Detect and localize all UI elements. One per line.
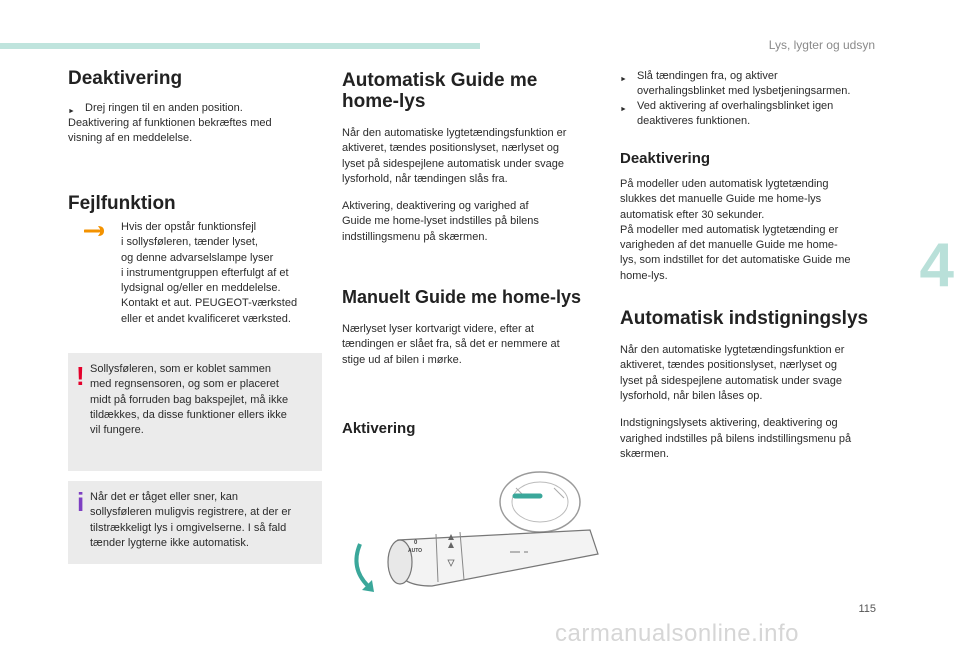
warning-line: tildækkes, da disse funktioner ellers ikke: [90, 408, 287, 421]
top-accent-bar: [0, 43, 480, 49]
aktivering-heading: Aktivering: [342, 419, 416, 437]
info-box: [68, 481, 322, 564]
section-header-title: Lys, lygter og udsyn: [768, 38, 875, 52]
info-mark: i: [77, 487, 85, 517]
right-bullet-1: [620, 69, 880, 99]
right-bullet-2: [620, 99, 880, 129]
auto-guide-heading-1: Automatisk Guide me: [342, 70, 538, 91]
indst-para1-line: lysforhold, når bilen låses op.: [620, 389, 763, 402]
deak-line: automatisk efter 30 sekunder.: [620, 208, 765, 221]
fejl-line: og denne advarselslampe lyser: [121, 251, 274, 264]
left-column: [68, 68, 328, 214]
right-column: [620, 69, 880, 462]
deak-line: home-lys.: [620, 269, 668, 282]
info-line: Når det er tåget eller sner, kan: [90, 491, 238, 503]
auto-para1-line: lyset på sidespejlene automatisk under svage: [342, 157, 564, 170]
deak-line: lys, som indstillet for det automatiske Guide me: [620, 254, 851, 267]
auto-para2-line: Guide me home-lyset indstilles på bilens: [342, 215, 539, 228]
manuel-heading: Manuelt Guide me home-lys: [342, 287, 582, 308]
fejl-line: eller et andet kvalificeret værksted.: [121, 312, 291, 325]
right-bullet-1-line-1: Slå tændingen fra, og aktiver: [637, 70, 778, 82]
warning-line: midt på forruden bag bakspejlet, må ikke: [90, 393, 289, 406]
info-line: tilstrækkeligt lys i omgivelserne. I så fald: [90, 521, 287, 534]
right-bullet-1-line-2: overhalingsblinket med lysbetjeningsarmen.: [637, 85, 851, 97]
manuel-line: tændingen er slået fra, så det er nemmere at: [342, 338, 560, 351]
stalk-auto-label: AUTO: [408, 548, 423, 554]
auto-para2-line: Aktivering, deaktivering og varighed af: [342, 200, 529, 213]
right-deaktivering-heading: Deaktivering: [620, 150, 711, 167]
indstigning-heading: Automatisk indstigningslys: [620, 308, 869, 330]
wrench-icon: [84, 224, 106, 238]
light-stalk-illustration: [340, 468, 602, 598]
auto-guide-heading-2: home-lys: [342, 91, 426, 112]
indst-para2-line: Indstigningslysets aktivering, deaktivering og: [620, 417, 838, 430]
info-line: tænder lygterne ikke automatisk.: [90, 536, 249, 549]
stalk-zero-label: 0: [414, 540, 418, 546]
warning-mark: !: [76, 361, 85, 391]
fejl-line: i sollysføleren, tænder lyset,: [121, 236, 258, 249]
middle-column: [342, 70, 602, 437]
warning-line: vil fungere.: [90, 424, 144, 437]
page-number: 115: [858, 603, 876, 615]
fejl-line: Hvis der opstår funktionsfejl: [121, 221, 257, 233]
auto-para2-line: indstillingsmenu på skærmen.: [342, 230, 488, 243]
auto-para1-line: Når den automatiske lygtetændingsfunktion er: [342, 127, 567, 139]
indst-para1-line: Når den automatiske lygtetændingsfunktion er: [620, 344, 845, 357]
manuel-line: Nærlyset lyser kortvarigt videre, efter at: [342, 323, 534, 336]
watermark: carmanualsonline.info: [555, 620, 799, 647]
indst-para2-line: skærmen.: [620, 447, 669, 460]
deaktivering-line-1: Deaktivering af funktionen bekræftes med: [68, 117, 272, 129]
warning-line: Sollysføleren, som er koblet sammen: [90, 363, 271, 375]
auto-para1-line: aktiveret, tændes positionslyset, nærlyset og: [342, 142, 560, 155]
fejl-line: Kontakt et aut. PEUGEOT-værksted: [121, 297, 298, 310]
indst-para1-line: aktiveret, tændes positionslyset, nærlyset og: [620, 359, 838, 372]
chapter-number: 4: [919, 231, 954, 300]
deaktivering-line-2: visning af en meddelelse.: [68, 132, 193, 145]
deak-line: På modeller uden automatisk lygtetænding: [620, 178, 829, 190]
deak-line: slukkes det manuelle Guide me home-lys: [620, 193, 822, 206]
deaktivering-heading: Deaktivering: [68, 68, 183, 89]
warning-box: [68, 353, 322, 471]
warning-line: med regnsensoren, og som er placeret: [90, 378, 279, 391]
info-line: sollysføleren muligvis registrere, at der er: [90, 506, 292, 519]
fejlfunktion-heading: Fejlfunktion: [68, 192, 176, 214]
deak-line: varigheden af det manuelle Guide me home-: [620, 239, 838, 252]
fejl-line: lydsignal og/eller en meddelelse.: [121, 282, 281, 295]
fejl-text: [121, 220, 321, 327]
auto-para1-line: lysforhold, når tændingen slås fra.: [342, 172, 508, 185]
fejl-line: i instrumentgruppen efterfulgt af et: [121, 266, 289, 279]
deaktivering-bullet: ► Drej ringen til en anden position.: [68, 101, 328, 116]
right-bullet-2-line-2: deaktiveres funktionen.: [637, 115, 751, 127]
manuel-line: stige ud af bilen i mørke.: [342, 353, 462, 366]
deak-line: På modeller med automatisk lygtetænding er: [620, 223, 839, 236]
indst-para1-line: lyset på sidespejlene automatisk under svage: [620, 374, 842, 387]
right-bullet-2-line-1: Ved aktivering af overhalingsblinket igen: [637, 100, 834, 112]
indst-para2-line: varighed indstilles på bilens indstillingsmenu på: [620, 432, 852, 445]
